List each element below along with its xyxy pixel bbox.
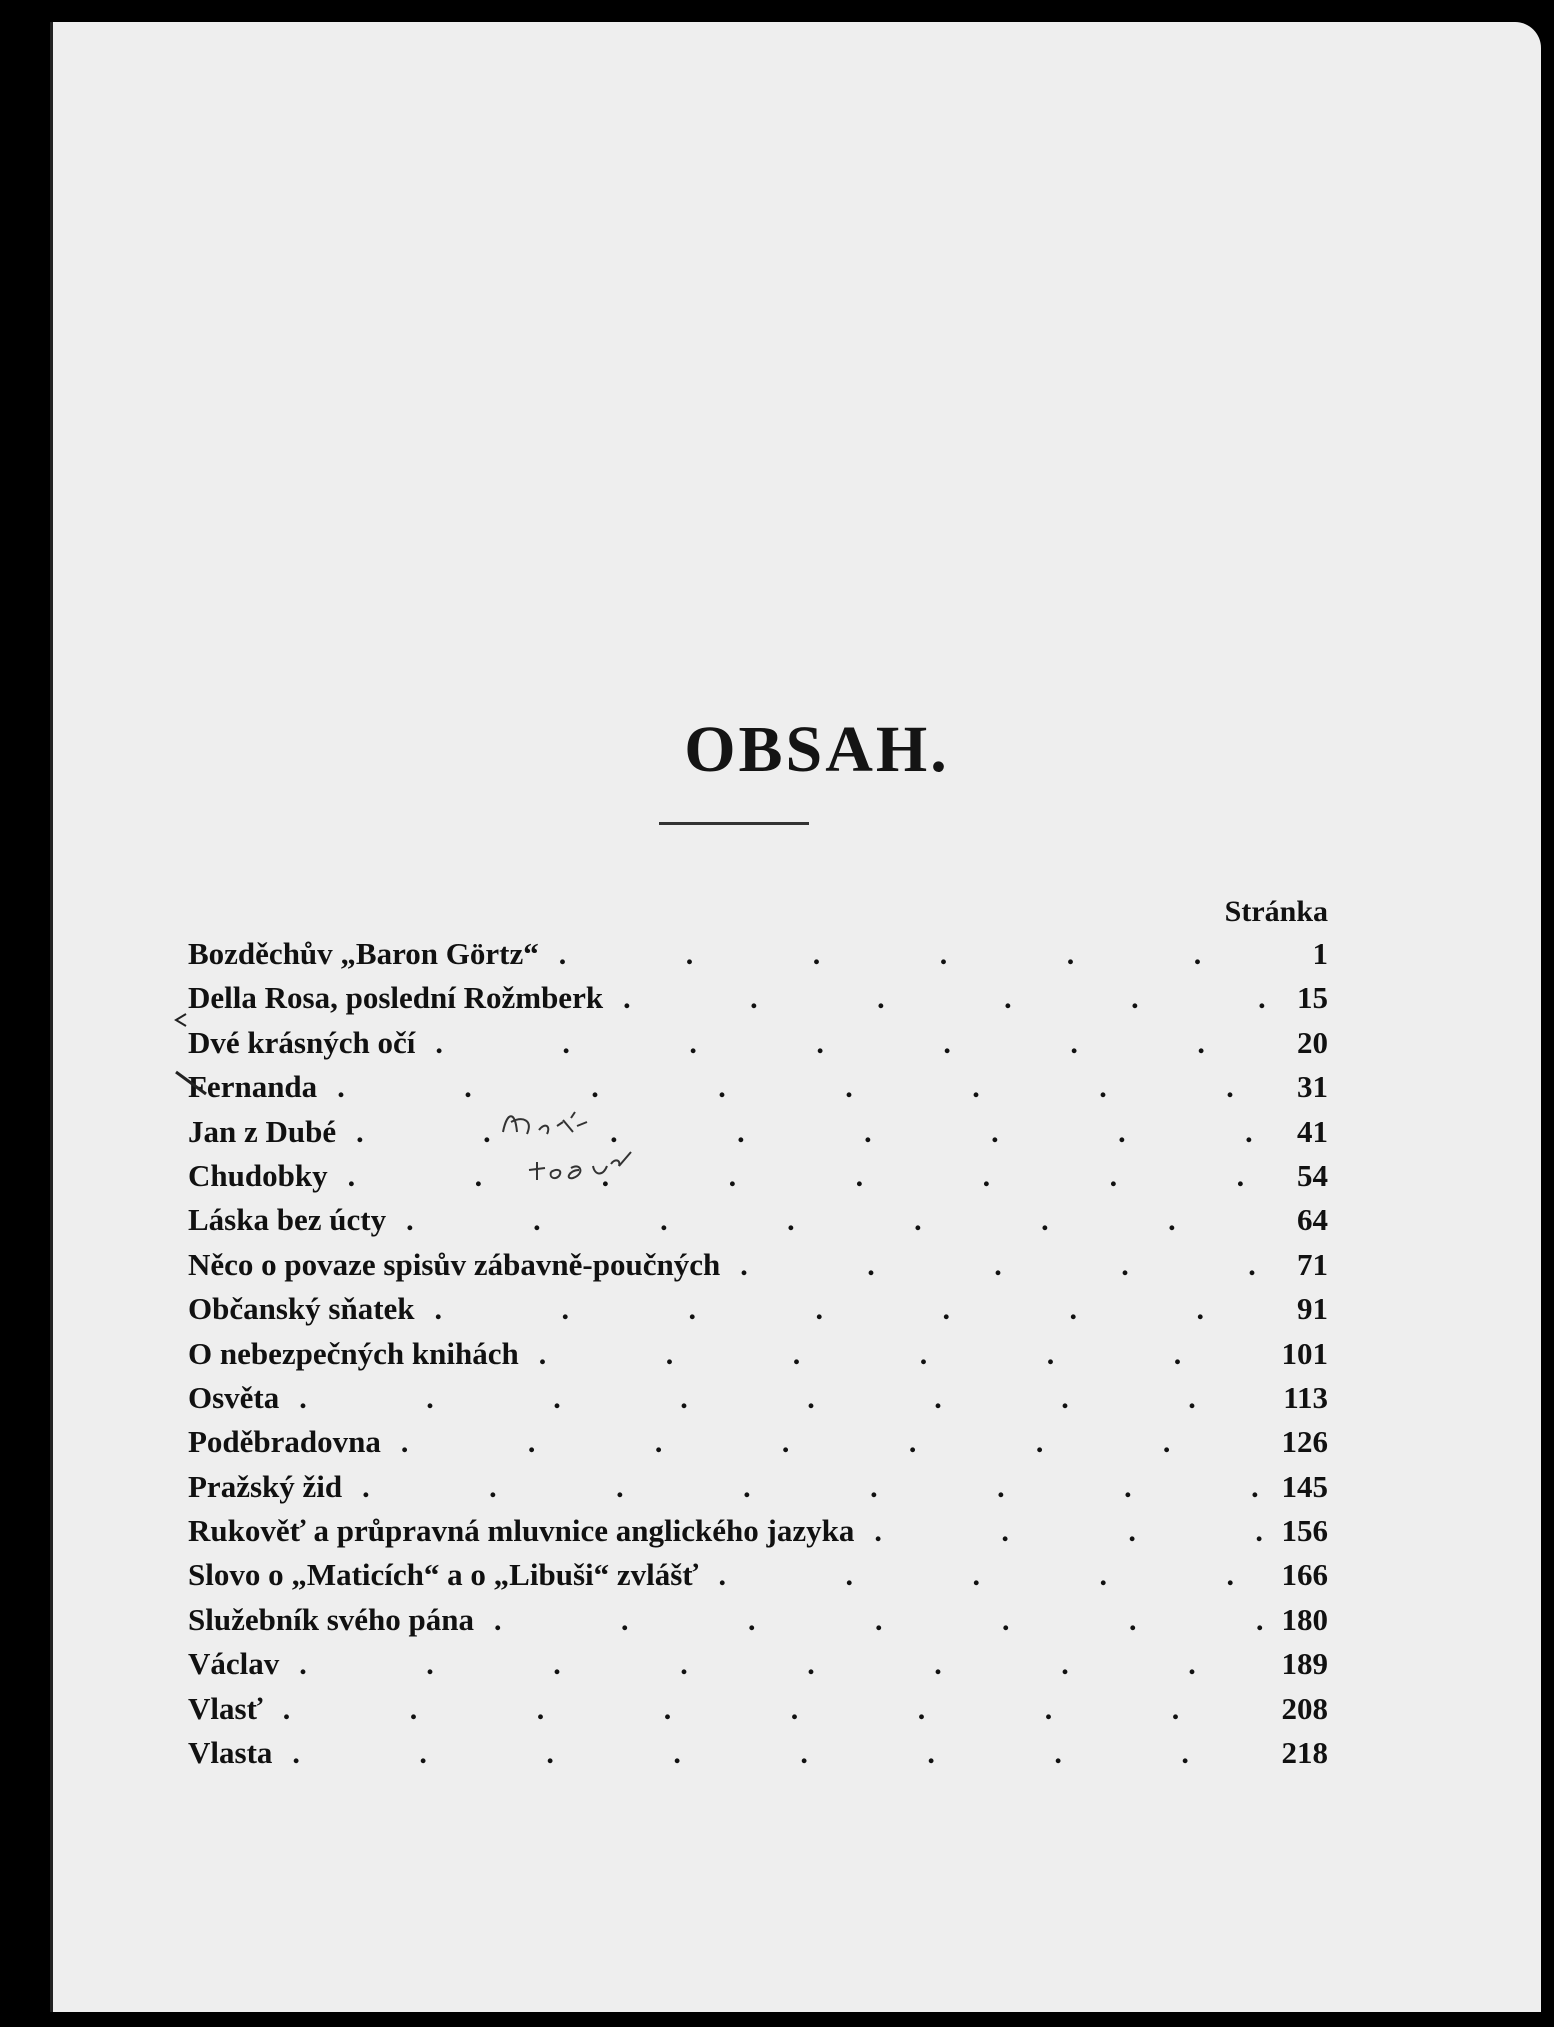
toc-entry: [188, 1110, 1328, 1154]
dot-leader: [474, 1599, 1268, 1643]
toc-entry-page: 41: [1297, 1113, 1328, 1149]
toc-entry-title: Něco o povaze spisův zábavně-poučných: [188, 1246, 721, 1282]
dot-leader: [381, 1421, 1268, 1465]
toc-entry: [188, 1687, 1328, 1731]
toc-entry-page: 31: [1297, 1069, 1328, 1105]
toc-entry-page: 180: [1281, 1601, 1328, 1637]
dot-leader: [342, 1466, 1268, 1510]
toc-entry-title: O nebezpečných knihách: [188, 1335, 519, 1371]
toc-entry: [188, 1509, 1328, 1553]
dot-leader: [603, 977, 1268, 1021]
toc-entry-page: 145: [1281, 1468, 1328, 1504]
toc-entry-page: 166: [1281, 1557, 1328, 1593]
dot-leader: [415, 1288, 1268, 1332]
dot-leader: [263, 1688, 1268, 1732]
toc-entry: [188, 1332, 1328, 1376]
table-of-contents: [188, 892, 1328, 1775]
toc-entry: [188, 1642, 1328, 1686]
toc-entry: [188, 1465, 1328, 1509]
toc-entry-title: Václav: [188, 1646, 280, 1682]
toc-entry: [188, 1376, 1328, 1420]
toc-entry-page: 218: [1281, 1735, 1328, 1771]
toc-entry: [188, 1243, 1328, 1287]
toc-entry-page: 91: [1297, 1291, 1328, 1327]
toc-entry: [188, 1154, 1328, 1198]
toc-entry-page: 208: [1281, 1690, 1328, 1726]
dot-leader: [328, 1155, 1268, 1199]
toc-entry-title: Vlasta: [188, 1735, 273, 1771]
dot-leader: [336, 1111, 1268, 1155]
toc-entry: [188, 932, 1328, 976]
toc-entry-title: Chudobky: [188, 1157, 328, 1193]
toc-entry-title: Rukověť a průpravná mluvnice anglického jazyka: [188, 1513, 855, 1549]
toc-entry-title: Láska bez úcty: [188, 1202, 387, 1238]
dot-leader: [854, 1510, 1268, 1554]
toc-entry: [188, 1287, 1328, 1331]
toc-entry-page: 71: [1297, 1246, 1328, 1282]
dot-leader: [415, 1022, 1268, 1066]
dot-leader: [317, 1066, 1268, 1110]
toc-entry-page: 64: [1297, 1202, 1328, 1238]
title-divider: [659, 822, 809, 825]
toc-entry-title: Pražský žid: [188, 1468, 343, 1504]
toc-entry-page: 54: [1297, 1157, 1328, 1193]
toc-entry-title: Slovo o „Maticích“ a o „Libuši“ zvlášť: [188, 1557, 699, 1593]
toc-entry-title: Fernanda: [188, 1069, 318, 1105]
toc-entry: [188, 1021, 1328, 1065]
toc-entry-title: Vlasť: [188, 1690, 263, 1726]
dot-leader: [279, 1377, 1268, 1421]
toc-entry-page: 126: [1281, 1424, 1328, 1460]
book-page: [50, 22, 1541, 2012]
toc-entry-page: 113: [1283, 1379, 1328, 1415]
toc-entry-page: 15: [1297, 980, 1328, 1016]
toc-entry: [188, 1198, 1328, 1242]
toc-entry: [188, 976, 1328, 1020]
toc-entry: [188, 1553, 1328, 1597]
toc-entry-page: 20: [1297, 1024, 1328, 1060]
toc-entry-page: 189: [1281, 1646, 1328, 1682]
dot-leader: [386, 1199, 1268, 1243]
toc-entry-title: Osvěta: [188, 1379, 280, 1415]
toc-entry-title: Della Rosa, poslední Rožmberk: [188, 980, 604, 1016]
toc-entry-title: Bozděchův „Baron Görtz“: [188, 936, 539, 971]
toc-entry-page: 1: [1312, 936, 1328, 971]
handwritten-annotation: [493, 1092, 723, 1202]
dot-leader: [519, 1333, 1268, 1377]
toc-entries: [188, 932, 1328, 1775]
toc-entry-title: Jan z Dubé: [188, 1113, 337, 1149]
toc-entry-page: 156: [1281, 1513, 1328, 1549]
dot-leader: [272, 1732, 1268, 1776]
toc-entry: [188, 1065, 1328, 1109]
dot-leader: [720, 1244, 1268, 1288]
toc-entry: [188, 1731, 1328, 1775]
toc-entry-title: Služebník svého pána: [188, 1601, 474, 1637]
toc-entry: [188, 1598, 1328, 1642]
toc-entry-title: Dvé krásných očí: [188, 1024, 416, 1060]
scan-border-left: [0, 0, 50, 2027]
toc-entry-title: Občanský sňatek: [188, 1291, 415, 1327]
page-column-header: Stránka: [1224, 895, 1328, 928]
dot-leader: [698, 1554, 1268, 1598]
toc-entry-title: Poděbradovna: [188, 1424, 381, 1460]
toc-entry: [188, 1420, 1328, 1464]
dot-leader: [539, 933, 1268, 977]
page-title: OBSAH.: [684, 713, 950, 786]
toc-entry-page: 101: [1281, 1335, 1328, 1371]
dot-leader: [279, 1643, 1268, 1687]
